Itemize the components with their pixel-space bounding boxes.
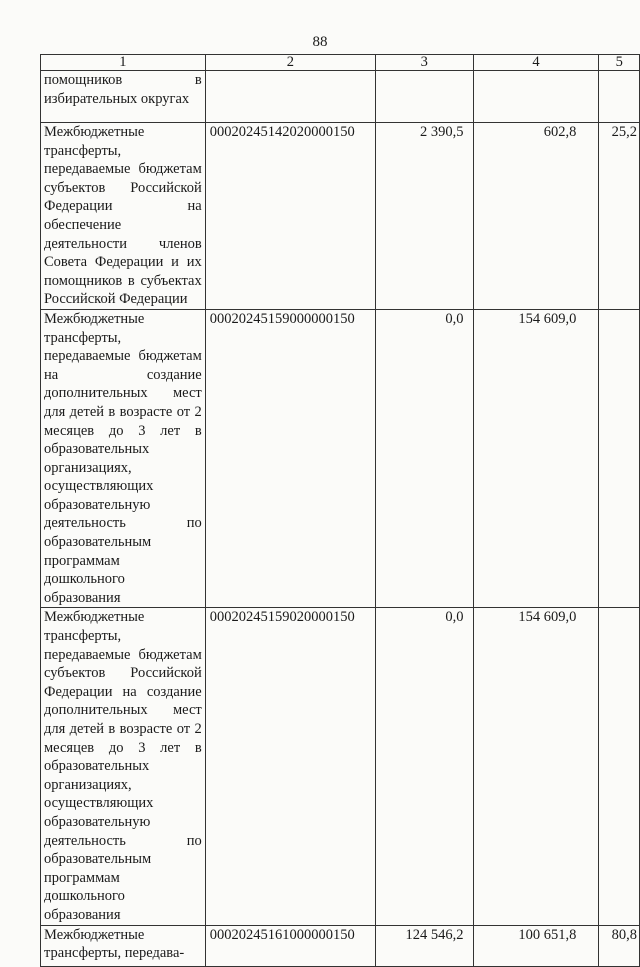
row-value-col3: 2 390,5 <box>375 123 473 310</box>
page-number: 88 <box>312 34 328 50</box>
row-value-col5: 25,2 <box>599 123 640 310</box>
row-code: 00020245142020000150 <box>205 123 375 310</box>
row-value-col4: 602,8 <box>473 123 599 310</box>
table-header-row <box>41 55 640 71</box>
row-value-col5 <box>599 309 640 608</box>
row-description: Межбюджетные трансферты, передава- <box>41 925 206 966</box>
table-row <box>41 309 640 608</box>
row-value-col3: 0,0 <box>375 309 473 608</box>
row-value-col3: 124 546,2 <box>375 925 473 966</box>
column-header-3: 3 <box>375 55 473 71</box>
column-header-2: 2 <box>205 55 375 71</box>
column-header-5: 5 <box>599 55 640 71</box>
row-value-col3: 0,0 <box>375 608 473 925</box>
column-header-1: 1 <box>41 55 206 71</box>
row-code: 00020245159000000150 <box>205 309 375 608</box>
budget-table <box>40 54 640 967</box>
row-description: Межбюджетные трансферты, передаваемые бюджетам субъектов Российской Федерации на создание дополнительных мест для детей в возрасте от 2 месяцев до 3 лет в образовательных организациях, осуществляющих образовательную деятельность по образовательным программам дошкольного образования <box>41 608 206 925</box>
row-description: Межбюджетные трансферты, передаваемые бюджетам субъектов Российской Федерации на обеспечение деятельности членов Совета Федерации и их помощников в субъектах Российской Федерации <box>41 123 206 310</box>
row-value-col4: 154 609,0 <box>473 608 599 925</box>
table-row <box>41 71 640 123</box>
row-value-col4: 100 651,8 <box>473 925 599 966</box>
row-description: помощников в избирательных округах <box>41 71 206 123</box>
row-code: 00020245161000000150 <box>205 925 375 966</box>
row-code: 00020245159020000150 <box>205 608 375 925</box>
row-value-col4: 154 609,0 <box>473 309 599 608</box>
row-value-col3 <box>375 71 473 123</box>
column-header-4: 4 <box>473 55 599 71</box>
table-row <box>41 608 640 925</box>
table-row <box>41 123 640 310</box>
row-code <box>205 71 375 123</box>
row-value-col5: 80,8 <box>599 925 640 966</box>
row-value-col4 <box>473 71 599 123</box>
row-value-col5 <box>599 608 640 925</box>
table-row <box>41 925 640 966</box>
row-description: Межбюджетные трансферты, передаваемые бюджетам на создание дополнительных мест для детей в возрасте от 2 месяцев до 3 лет в образовательных организациях, осуществляющих образовательную деятельность по образовательным программам дошкольного образования <box>41 309 206 608</box>
row-value-col5 <box>599 71 640 123</box>
